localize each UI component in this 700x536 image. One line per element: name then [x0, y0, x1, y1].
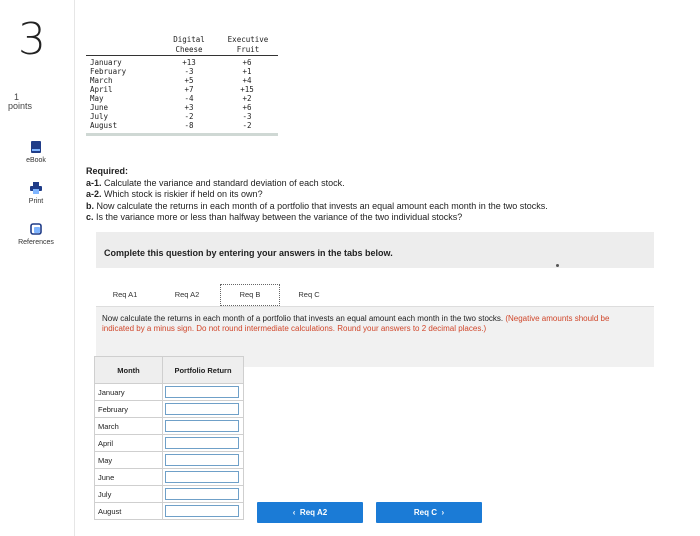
instructions-panel	[96, 232, 654, 268]
table-row: June +3 +6	[90, 103, 252, 112]
chevron-right-icon: ›	[441, 508, 445, 517]
portfolio-return-input-april[interactable]	[165, 437, 239, 449]
portfolio-return-input-july[interactable]	[165, 488, 239, 500]
references-icon	[29, 222, 43, 236]
table-row: January	[95, 384, 244, 401]
required-item: a-1. Calculate the variance and standard deviation of each stock.	[86, 177, 345, 188]
required-title: Required:	[86, 166, 129, 176]
ebook-link[interactable]	[14, 140, 58, 164]
references-label: References	[18, 239, 54, 246]
tab-req-b[interactable]: Req B	[220, 284, 280, 306]
portfolio-return-header: Portfolio Return	[163, 357, 244, 384]
table-row: March +5 +4	[90, 76, 252, 85]
book-icon	[29, 140, 43, 154]
table-row: June	[95, 469, 244, 486]
required-item: a-2. Which stock is riskier if held on its own?	[86, 189, 263, 199]
points-label: points	[8, 101, 33, 111]
tab-bar	[96, 284, 336, 306]
print-label: Print	[28, 198, 44, 205]
next-req-button[interactable]: Req C ›	[376, 502, 482, 523]
required-item: b. Now calculate the returns in each month of a portfolio that invests an equal amount each month in the two stocks.	[86, 200, 548, 211]
tab-req-a1[interactable]: Req A1	[112, 290, 138, 299]
table-row: January +13 +6	[90, 58, 252, 67]
portfolio-return-input-february[interactable]	[165, 403, 239, 415]
printer-icon	[29, 181, 43, 195]
question-number: 3	[18, 14, 45, 65]
table-row: August -8 -2	[90, 121, 252, 130]
table-row: May -4 +2	[90, 94, 252, 103]
table-row: February	[95, 401, 244, 418]
ebook-label: eBook	[26, 157, 46, 164]
references-link[interactable]	[14, 222, 58, 246]
prev-req-button[interactable]: ‹ Req A2	[257, 502, 363, 523]
required-item: c. Is the variance more or less than halfway between the variance of the two individual stocks?	[86, 212, 463, 222]
table-row: April +7 +15	[90, 85, 254, 94]
sidebar-divider	[74, 0, 75, 536]
table-row: August	[95, 503, 244, 520]
tab-req-c[interactable]: Req C	[298, 290, 320, 299]
col-header-cheese: Digital Cheese	[173, 35, 205, 54]
table-row: July -2 -3	[90, 112, 252, 121]
tab-req-a2[interactable]: Req A2	[174, 290, 200, 299]
table-row: March	[95, 418, 244, 435]
portfolio-return-input-january[interactable]	[165, 386, 239, 398]
task-instructions: Now calculate the returns in each month of a portfolio that invests an equal amount each month in the two stocks. (Negative amounts should be indicated by a minus sign. Do not round intermediate calculations. Round your answers to 2 decimal places.)	[102, 314, 610, 333]
portfolio-return-input-march[interactable]	[165, 420, 239, 432]
table-row: April	[95, 435, 244, 452]
chevron-left-icon: ‹	[292, 508, 296, 517]
print-link[interactable]	[14, 181, 58, 205]
cursor-dot	[556, 264, 559, 267]
month-header: Month	[95, 357, 163, 384]
table-row: May	[95, 452, 244, 469]
panel-text: Complete this question by entering your answers in the tabs below.	[104, 248, 393, 258]
portfolio-return-input-june[interactable]	[165, 471, 239, 483]
table-rule	[86, 55, 278, 56]
col-header-fruit: Executive Fruit	[227, 35, 269, 54]
table-footer-rule	[86, 133, 278, 136]
required-section	[86, 166, 666, 224]
table-row: July	[95, 486, 244, 503]
portfolio-return-input-may[interactable]	[165, 454, 239, 466]
rounding-note: (Negative amounts should be indicated by a minus sign. Do not round intermediate calculations. Round your answers to 2 decimal places.)	[102, 314, 610, 333]
portfolio-return-table	[94, 356, 244, 520]
table-row: February -3 +1	[90, 67, 252, 76]
portfolio-return-input-august[interactable]	[165, 505, 239, 517]
points-value: 1	[14, 92, 20, 102]
